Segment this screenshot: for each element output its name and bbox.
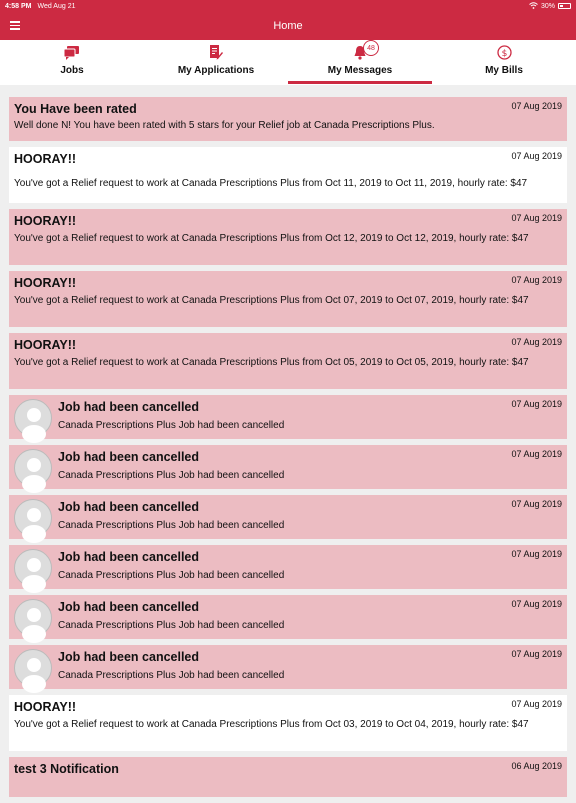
message-date: 07 Aug 2019 — [511, 337, 562, 347]
message-body: Canada Prescriptions Plus Job had been cancelled — [58, 620, 285, 631]
message-title: Job had been cancelled — [58, 650, 200, 664]
message-count-badge: 48 — [363, 40, 379, 56]
avatar — [14, 449, 52, 487]
message-card[interactable] — [9, 645, 567, 689]
tab-my-messages[interactable] — [288, 40, 432, 85]
message-card[interactable] — [9, 395, 567, 439]
message-title: HOORAY!! — [14, 214, 77, 228]
tab-label: My Messages — [327, 65, 393, 76]
message-text — [58, 449, 562, 482]
avatar — [14, 399, 52, 437]
status-date: Wed Aug 21 — [37, 2, 76, 10]
svg-text:$: $ — [501, 49, 507, 59]
message-title: Job had been cancelled — [58, 600, 200, 614]
message-title: You Have been rated — [14, 102, 137, 116]
message-text — [58, 649, 562, 682]
message-date: 07 Aug 2019 — [511, 101, 562, 111]
message-date: 07 Aug 2019 — [511, 499, 562, 509]
message-card[interactable] — [9, 595, 567, 639]
message-body: Canada Prescriptions Plus Job had been cancelled — [58, 670, 285, 681]
message-text — [58, 499, 562, 532]
message-body: Well done N! You have been rated with 5 stars for your Relief job at Canada Prescriptions Plus. — [14, 120, 435, 131]
message-date: 07 Aug 2019 — [511, 151, 562, 161]
message-body: Canada Prescriptions Plus Job had been cancelled — [58, 570, 285, 581]
avatar — [14, 649, 52, 687]
message-card[interactable] — [9, 333, 567, 389]
message-card[interactable] — [9, 147, 567, 203]
avatar — [14, 549, 52, 587]
document-edit-icon — [209, 45, 223, 60]
message-body: Canada Prescriptions Plus Job had been cancelled — [58, 420, 285, 431]
message-text — [58, 399, 562, 432]
status-time: 4:58 PM — [5, 2, 32, 10]
message-title: Job had been cancelled — [58, 550, 200, 564]
message-card[interactable] — [9, 495, 567, 539]
dollar-icon — [497, 45, 512, 60]
message-card[interactable] — [9, 545, 567, 589]
message-date: 07 Aug 2019 — [511, 649, 562, 659]
tab-jobs[interactable] — [0, 40, 144, 85]
message-body: You've got a Relief request to work at Canada Prescriptions Plus from Oct 11, 2019 to Oct 11, 2019, hourly rate: $47 — [14, 178, 528, 189]
battery-icon — [558, 3, 571, 9]
message-date: 07 Aug 2019 — [511, 699, 562, 709]
message-body: You've got a Relief request to work at Canada Prescriptions Plus from Oct 07, 2019 to Oct 07, 2019, hourly rate: $47 — [14, 295, 529, 306]
tab-label: My Applications — [177, 65, 255, 76]
tab-my-applications[interactable] — [144, 40, 288, 85]
message-list — [9, 97, 567, 803]
avatar — [14, 599, 52, 637]
message-title: Job had been cancelled — [58, 400, 200, 414]
tab-bar — [0, 40, 576, 85]
tab-label: My Bills — [485, 65, 523, 76]
message-body: Canada Prescriptions Plus Job had been cancelled — [58, 520, 285, 531]
message-card[interactable] — [9, 445, 567, 489]
message-date: 06 Aug 2019 — [511, 761, 562, 771]
message-date: 07 Aug 2019 — [511, 449, 562, 459]
chat-icon — [64, 45, 80, 60]
message-card[interactable] — [9, 271, 567, 327]
tab-label: Jobs — [60, 65, 84, 76]
message-card[interactable] — [9, 695, 567, 751]
message-date: 07 Aug 2019 — [511, 549, 562, 559]
message-text — [58, 599, 562, 632]
message-text — [58, 549, 562, 582]
message-date: 07 Aug 2019 — [511, 599, 562, 609]
message-body: You've got a Relief request to work at Canada Prescriptions Plus from Oct 05, 2019 to Oct 05, 2019, hourly rate: $47 — [14, 357, 529, 368]
avatar — [14, 499, 52, 537]
message-date: 07 Aug 2019 — [511, 399, 562, 409]
status-bar — [0, 0, 576, 12]
nav-bar — [0, 12, 576, 40]
bell-icon — [353, 44, 375, 60]
menu-icon[interactable] — [10, 21, 20, 30]
message-card[interactable] — [9, 97, 567, 141]
message-body: You've got a Relief request to work at Canada Prescriptions Plus from Oct 03, 2019 to Oct 04, 2019, hourly rate: $47 — [14, 719, 529, 730]
tab-my-bills[interactable] — [432, 40, 576, 85]
message-body: Canada Prescriptions Plus Job had been cancelled — [58, 470, 285, 481]
message-body: You've got a Relief request to work at Canada Prescriptions Plus from Oct 12, 2019 to Oct 12, 2019, hourly rate: $47 — [14, 233, 529, 244]
wifi-icon — [529, 2, 538, 11]
page-title: Home — [273, 20, 303, 32]
message-title: HOORAY!! — [14, 700, 77, 714]
battery-percent: 30% — [540, 2, 555, 10]
message-title: HOORAY!! — [14, 338, 77, 352]
message-title: Job had been cancelled — [58, 500, 200, 514]
message-title: HOORAY!! — [14, 276, 77, 290]
message-title: test 3 Notification — [14, 762, 119, 776]
status-right — [529, 2, 571, 11]
message-date: 07 Aug 2019 — [511, 213, 562, 223]
message-date: 07 Aug 2019 — [511, 275, 562, 285]
message-card[interactable] — [9, 209, 567, 265]
message-title: Job had been cancelled — [58, 450, 200, 464]
message-title: HOORAY!! — [14, 152, 77, 166]
message-card[interactable] — [9, 757, 567, 797]
